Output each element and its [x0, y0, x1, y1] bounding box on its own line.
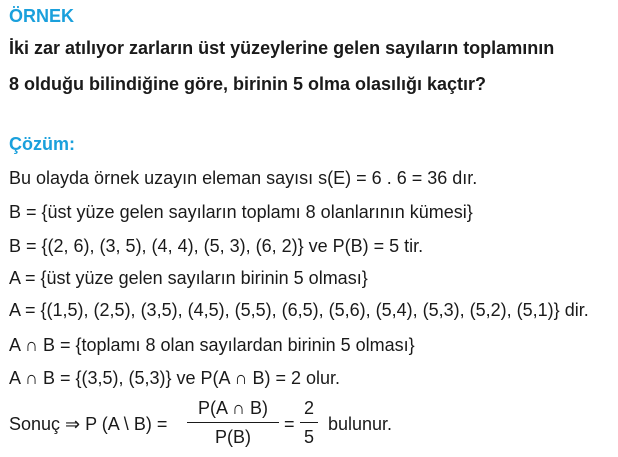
fraction-value-numerator: 2: [303, 398, 314, 418]
solution-line-a-definition: A = {üst yüze gelen sayıların birinin 5 olması}: [9, 268, 368, 288]
fraction-conditional-denominator: P(B): [215, 427, 251, 447]
solution-heading: Çözüm:: [9, 134, 75, 154]
example-heading: ÖRNEK: [9, 6, 75, 26]
solution-line-b-definition: B = {üst yüze gelen sayıların toplamı 8 olanlarının kümesi}: [9, 202, 473, 222]
fraction-value-denominator: 5: [303, 427, 314, 447]
solution-line-intersection-elements: A ∩ B = {(3,5), (5,3)} ve P(A ∩ B) = 2 olur.: [9, 368, 341, 388]
fraction-bar: [300, 422, 318, 423]
question-line-2: 8 olduğu bilindiğine göre, birinin 5 olma olasılığı kaçtır?: [9, 74, 487, 94]
fraction-conditional-numerator: P(A ∩ B): [198, 398, 268, 418]
question-line-1: İki zar atılıyor zarların üst yüzeylerine gelen sayıların toplamının: [9, 38, 555, 58]
fraction-conditional: [187, 397, 279, 448]
result-prefix: Sonuç ⇒ P (A \ B) =: [9, 414, 168, 434]
solution-line-a-elements: A = {(1,5), (2,5), (3,5), (4,5), (5,5), (6,5), (5,6), (5,4), (5,3), (5,2), (5,1)} dir.: [9, 300, 589, 320]
fraction-bar: [187, 422, 279, 423]
fraction-value: [300, 397, 318, 448]
result-suffix: bulunur.: [328, 414, 393, 434]
result-equals-sign: =: [284, 414, 295, 434]
solution-line-intersection-definition: A ∩ B = {toplamı 8 olan sayılardan birinin 5 olması}: [9, 335, 415, 355]
solution-line-sample-space: Bu olayda örnek uzayın eleman sayısı s(E) = 6 . 6 = 36 dır.: [9, 168, 478, 188]
solution-line-b-elements: B = {(2, 6), (3, 5), (4, 4), (5, 3), (6, 2)} ve P(B) = 5 tir.: [9, 236, 424, 256]
